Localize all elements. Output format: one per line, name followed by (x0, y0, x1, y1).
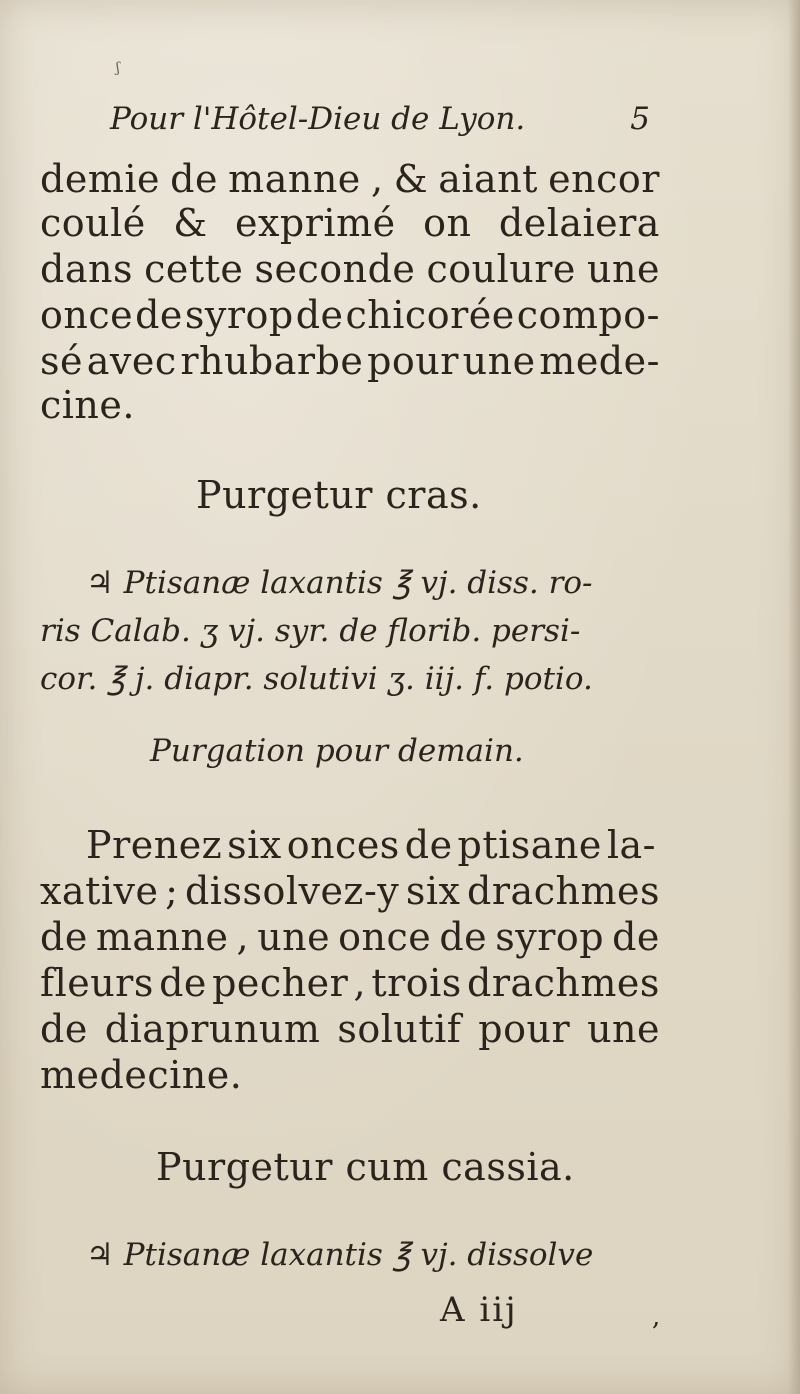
ink-speck: ʃ (116, 60, 120, 76)
edge-mark: , (652, 1302, 661, 1332)
header-title: Pour l'Hôtel-Dieu de Lyon. (110, 101, 526, 137)
text-line: fleurs de pecher , trois drachmes (40, 961, 660, 1005)
text-line: sé avec rhubarbe pour une mede- (40, 339, 660, 383)
text-line: medecine. (40, 1053, 243, 1097)
text-line: dans cette seconde coulure une (40, 247, 660, 291)
running-header (110, 101, 650, 137)
text-line: cine. (40, 383, 135, 427)
recipe-line: ♃ Ptisanæ laxantis ℥ vj. dissolve (86, 1237, 594, 1273)
text-line: xative ; dissolvez-y six drachmes (40, 869, 660, 913)
page-number: 5 (630, 101, 650, 137)
section-heading: Purgetur cum cassia. (156, 1145, 575, 1189)
recipe-line: ris Calab. ʒ vj. syr. de florib. persi- (40, 613, 581, 649)
text-line: Prenez six onces de ptisane la- (86, 823, 656, 867)
text-line: once de syrop de chicorée compo- (40, 293, 660, 337)
section-heading-french: Purgation pour demain. (150, 733, 524, 769)
signature-mark: A iij (440, 1290, 518, 1330)
section-heading: Purgetur cras. (196, 473, 482, 517)
recipe-line: ♃ Ptisanæ laxantis ℥ vj. diss. ro- (86, 565, 593, 601)
recipe-line: cor. ℥ j. diapr. solutivi ʒ. iij. f. potio. (40, 661, 593, 697)
text-line: coulé & exprimé on delaiera (40, 201, 660, 245)
page-edge (788, 0, 800, 1394)
text-line: de diaprunum solutif pour une (40, 1007, 660, 1051)
text-line: demie de manne , & aiant encor (40, 157, 660, 201)
text-line: de manne , une once de syrop de (40, 915, 660, 959)
